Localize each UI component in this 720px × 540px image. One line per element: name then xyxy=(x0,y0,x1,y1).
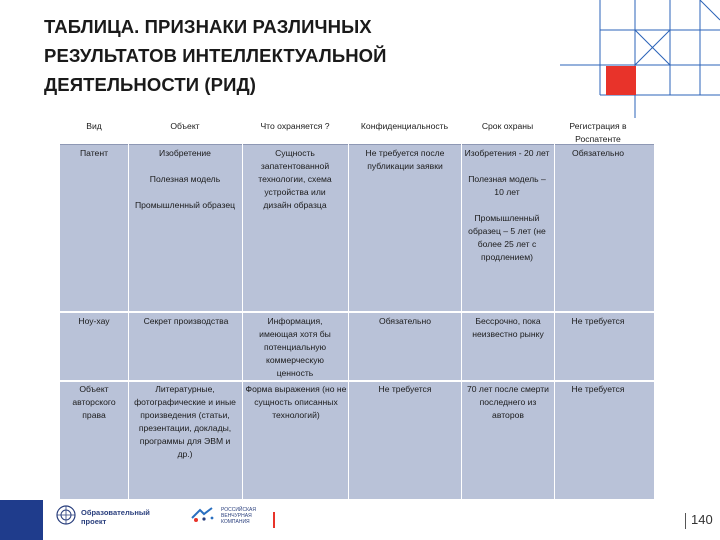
row-knowhow-confidentiality: Обязательно xyxy=(379,316,431,326)
header-registration: Регистрация в Роспатенте xyxy=(569,121,627,144)
header-term: Срок охраны xyxy=(481,121,534,131)
page-number: 140 xyxy=(691,512,713,527)
education-project-logo-text: Образовательный проект xyxy=(81,508,150,526)
corner-grid-decoration xyxy=(560,0,720,130)
row-knowhow-term: Бессрочно, пока неизвестно рынку xyxy=(472,316,544,339)
footer-red-divider xyxy=(273,512,275,528)
row-copyright-term: 70 лет после смерти последнего из авторов xyxy=(466,384,549,420)
education-project-logo-icon xyxy=(56,505,76,525)
page-number-divider xyxy=(685,513,686,529)
footer-blue-block xyxy=(0,500,43,540)
row-divider xyxy=(60,380,654,382)
row-patent-term: Изобретения - 20 лет Полезная модель – 10 лет Промышленный образец – 5 лет (не более 25 лет с продлением) xyxy=(464,148,550,262)
row-patent-object: Изобретение Полезная модель Промышленный образец xyxy=(134,148,236,210)
row-copyright-object: Литературные, фотографические и иные произведения (статьи, презентации, доклады, программы для ЭВМ и др.) xyxy=(134,384,236,459)
header-kind: Вид xyxy=(86,121,102,131)
column-divider xyxy=(348,144,349,499)
row-knowhow-protected: Информация, имеющая хотя бы потенциальную коммерческую ценность xyxy=(259,316,331,378)
row-patent-protected: Сущность запатентованной технологии, схема устройства или дизайн образца xyxy=(258,148,332,210)
column-divider xyxy=(461,144,462,499)
column-divider xyxy=(554,144,555,499)
red-accent-square xyxy=(606,66,636,95)
row-knowhow-registration: Не требуется xyxy=(571,316,625,326)
row-copyright-protected: Форма выражения (но не сущность описанных технологий) xyxy=(245,384,347,420)
title-line-3: ДЕЯТЕЛЬНОСТИ (РИД) xyxy=(44,74,257,95)
row-knowhow-object: Секрет производства xyxy=(143,316,229,326)
header-object: Объект xyxy=(170,121,200,131)
row-copyright-registration: Не требуется xyxy=(571,384,625,394)
title-line-2: РЕЗУЛЬТАТОВ ИНТЕЛЛЕКТУАЛЬНОЙ xyxy=(44,45,387,66)
comparison-table xyxy=(60,118,654,499)
slide-title xyxy=(44,12,514,99)
title-line-1: ТАБЛИЦА. ПРИЗНАКИ РАЗЛИЧНЫХ xyxy=(44,16,372,37)
row-patent-kind: Патент xyxy=(79,148,109,158)
column-divider xyxy=(128,144,129,499)
rvc-logo-icon xyxy=(190,506,218,524)
header-confidentiality: Конфиденциальность xyxy=(360,121,449,131)
row-patent-confidentiality: Не требуется после публикации заявки xyxy=(365,148,445,171)
row-patent-registration: Обязательно xyxy=(572,148,624,158)
row-copyright-kind: Объект авторского права xyxy=(72,384,116,420)
row-divider xyxy=(60,311,654,313)
row-knowhow-kind: Ноу-хау xyxy=(78,316,110,326)
rvc-logo-text: РОССИЙСКАЯ ВЕНЧУРНАЯ КОМПАНИЯ xyxy=(221,507,256,525)
header-protected: Что охраняется ? xyxy=(260,121,330,131)
column-divider xyxy=(242,144,243,499)
row-copyright-confidentiality: Не требуется xyxy=(378,384,432,394)
